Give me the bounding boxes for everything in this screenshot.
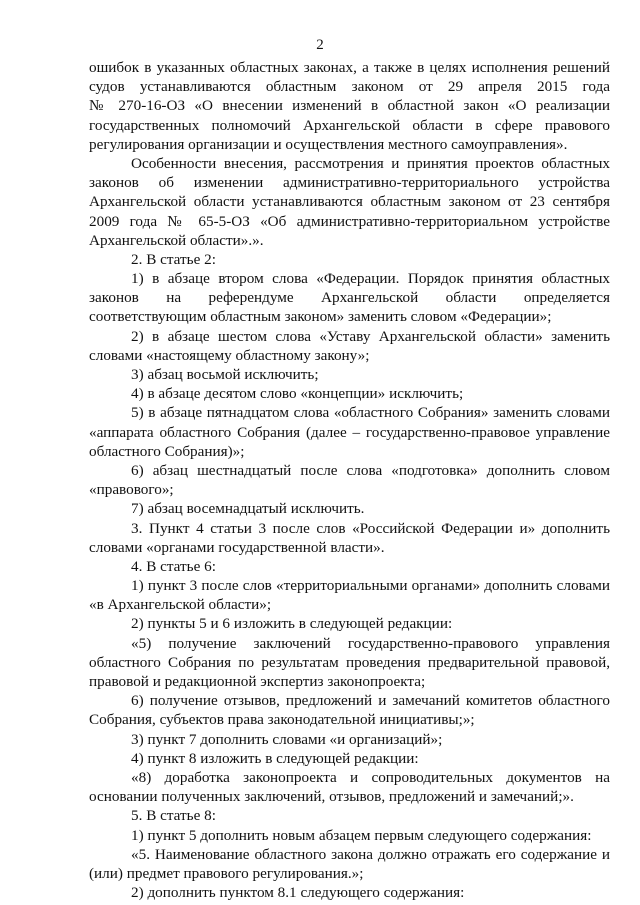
text-line: регулирования организации и осуществления местного самоуправления». [89,135,568,153]
text-line: 7) абзац восемнадцатый исключить. [131,500,365,518]
text-line: Архангельской области».». [89,231,264,249]
text-line: «5. Наименование областного закона должно отражать его содержание и [131,845,610,863]
text-line: областного Собрания)»; [89,442,245,460]
text-line: ошибок в указанных областных законах, а также в целях исполнения решений [89,59,610,76]
text-line: 2) в абзаце шестом слова «Уставу Архангельской области» заменить [131,327,610,345]
text-line: судов устанавливаются областным законом от 29 апреля 2015 года [89,78,610,96]
text-line: 2) дополнить пунктом 8.1 следующего содержания: [131,884,465,902]
text-line: 6) получение отзывов, предложений и замечаний комитетов областного [131,692,610,710]
text-line: 6) абзац шестнадцатый после слова «подготовка» дополнить словом [131,461,610,479]
text-line: областного Собрания по результатам проведения предварительной правовой, [89,653,610,671]
text-line: законов об изменении административно-территориального устройства [89,174,610,192]
text-line: 3. Пункт 4 статьи 3 после слов «Российской Федерации и» дополнить [131,519,610,537]
text-line: 1) пункт 5 дополнить новым абзацем первым следующего содержания: [131,826,592,844]
text-line: 3) абзац восьмой исключить; [131,366,319,383]
text-line: 2009 года № 65-5-ОЗ «Об административно-территориальном устройстве [89,212,610,230]
text-line: 2) пункты 5 и 6 изложить в следующей редакции: [131,615,453,633]
text-line: 5. В статье 8: [131,807,216,825]
text-line: соответствующим областным законом» заменить словом «Федерации»; [89,308,552,326]
page-number: 2 [316,37,324,53]
text-line: законов на референдуме Архангельской области определяется [89,289,610,307]
text-line: Особенности внесения, рассмотрения и принятия проектов областных [131,154,610,172]
text-line: 2. В статье 2: [131,250,216,268]
text-line: «в Архангельской области»; [89,596,272,614]
text-line: 1) пункт 3 после слов «территориальными органами» дополнить словами [131,577,610,595]
text-line: Архангельской области устанавливаются областным законом от 23 сентября [89,193,610,211]
text-line: основании полученных заключений, отзывов, предложений и замечаний;». [89,788,574,806]
text-line: словами «органами государственной власти». [89,538,385,556]
text-line: «правового»; [89,481,174,499]
document-body [89,58,610,902]
text-line: № 270-16-ОЗ «О внесении изменений в областной закон «О реализации [89,97,610,115]
text-line: правовой и редакционной экспертиз законопроекта; [89,673,426,690]
text-line: словами «настоящему областному закону»; [89,346,370,364]
text-line: 4) в абзаце десятом слово «концепции» исключить; [131,385,464,403]
text-line: 3) пункт 7 дополнить словами «и организаций»; [131,730,443,748]
text-line: «5) получение заключений государственно-правового управления [131,634,610,652]
text-line: «аппарата областного Собрания (далее – государственно-правовое управление [89,423,610,441]
text-line: государственных полномочий Архангельской области в сфере правового [89,116,610,134]
text-line: 1) в абзаце втором слова «Федерации. Порядок принятия областных [131,270,610,288]
text-line: Собрания, субъектов права законодательной инициативы;»; [89,711,475,729]
text-line: 5) в абзаце пятнадцатом слова «областного Собрания» заменить словами [131,404,610,422]
text-line: (или) предмет правового регулирования.»; [89,864,364,882]
text-line: 4) пункт 8 изложить в следующей редакции: [131,749,419,767]
text-line: «8) доработка законопроекта и сопроводительных документов на [131,768,610,786]
text-line: 4. В статье 6: [131,557,216,575]
